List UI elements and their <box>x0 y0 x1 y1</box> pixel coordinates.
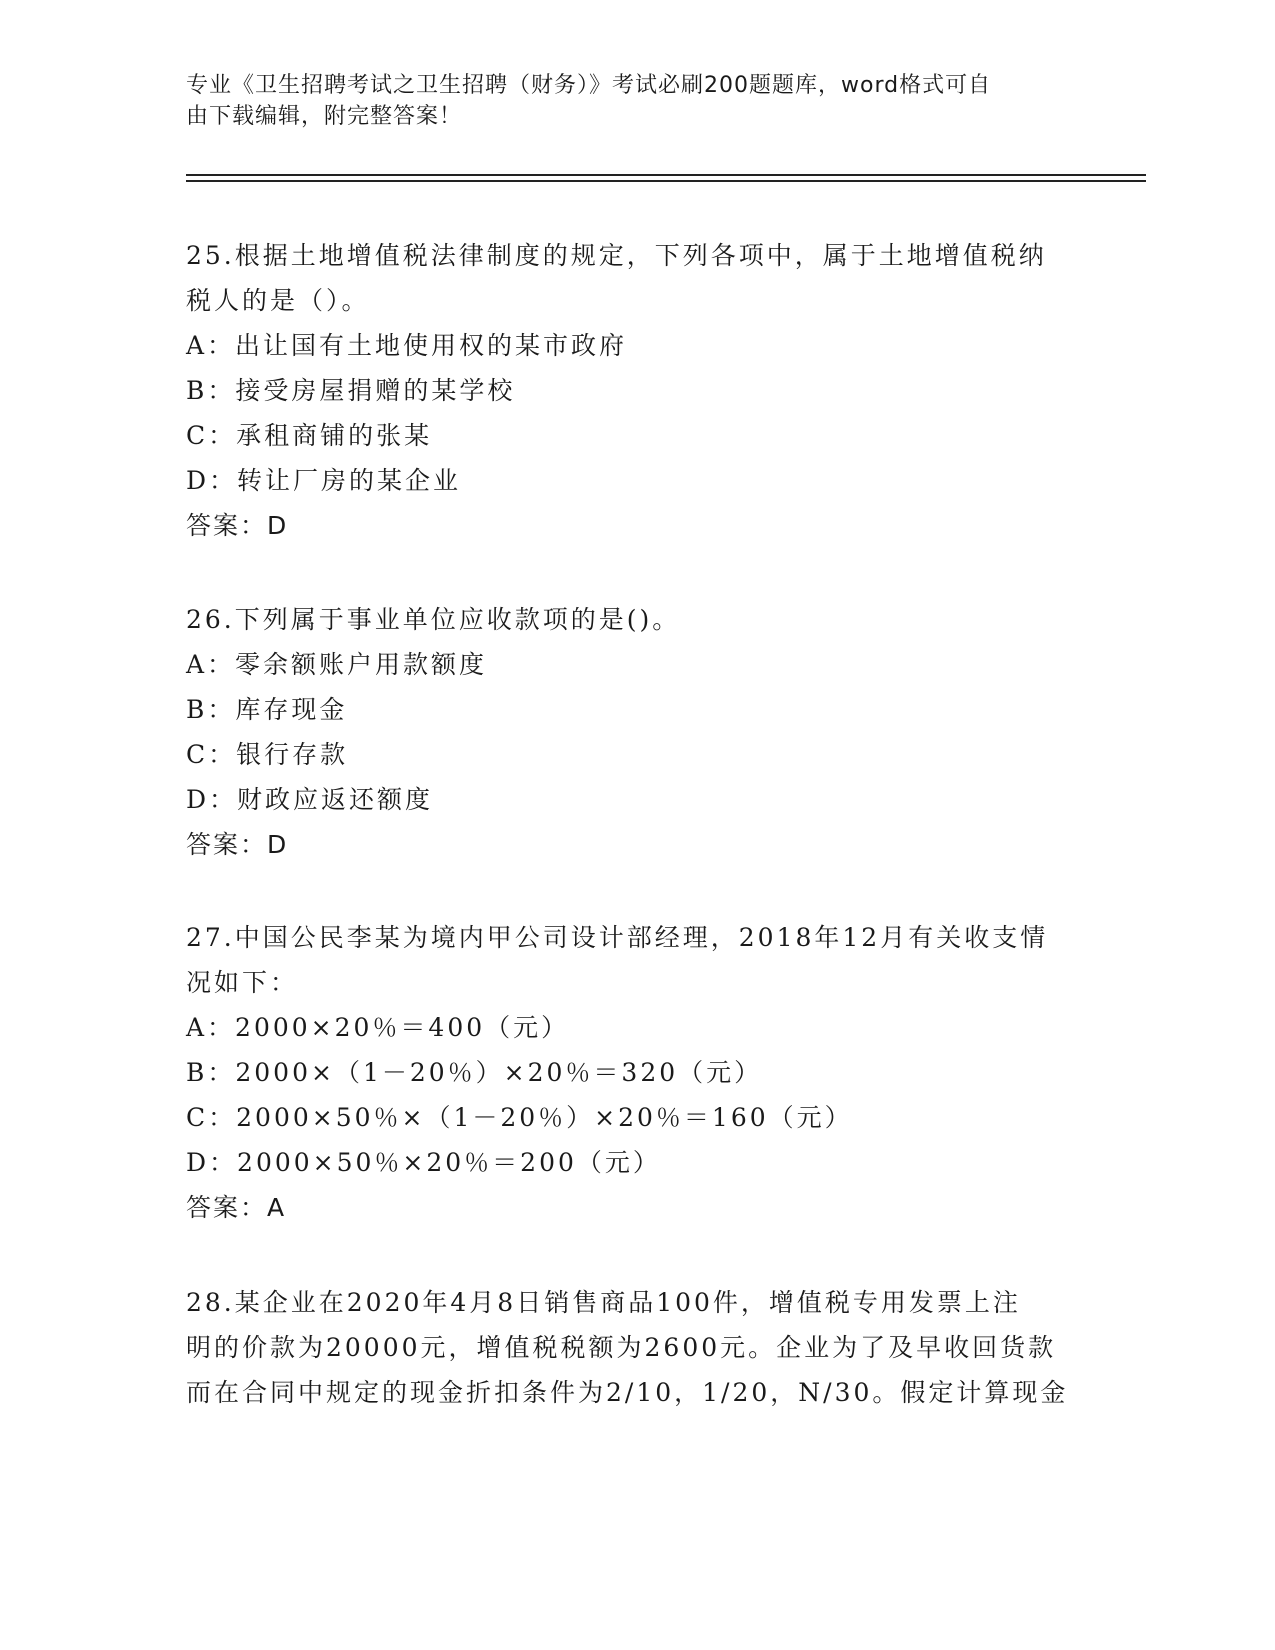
answer: 答案：D <box>186 511 289 540</box>
option-d: D：转让厂房的某企业 <box>186 466 462 495</box>
header-divider <box>186 174 1146 176</box>
option-c: C：承租商铺的张某 <box>186 421 433 450</box>
option-b: B：2000×（1－20％）×20％＝320（元） <box>186 1058 763 1087</box>
question-stem: 明的价款为20000元，增值税税额为2600元。企业为了及早收回货款 <box>186 1333 1057 1362</box>
question-25 <box>186 233 1086 548</box>
answer: 答案：A <box>186 1193 287 1222</box>
document-header <box>186 70 1066 132</box>
question-stem: 27.中国公民李某为境内甲公司设计部经理，2018年12月有关收支情 <box>186 923 1049 952</box>
question-stem: 26.下列属于事业单位应收款项的是()。 <box>186 605 681 634</box>
option-d: D：2000×50％×20％＝200（元） <box>186 1148 661 1177</box>
answer: 答案：D <box>186 830 289 859</box>
question-28 <box>186 1280 1086 1415</box>
question-stem: 税人的是（）。 <box>186 286 370 315</box>
question-stem: 25.根据土地增值税法律制度的规定，下列各项中，属于土地增值税纳 <box>186 241 1047 270</box>
question-27 <box>186 915 1086 1230</box>
option-d: D：财政应返还额度 <box>186 785 434 814</box>
option-c: C：银行存款 <box>186 740 349 769</box>
header-line: 专业《卫生招聘考试之卫生招聘（财务）》考试必刷200题题库，word格式可自 <box>186 73 992 98</box>
option-a: A：2000×20％＝400（元） <box>186 1013 570 1042</box>
option-b: B：库存现金 <box>186 695 348 724</box>
option-c: C：2000×50％×（1－20％）×20％＝160（元） <box>186 1103 853 1132</box>
header-divider <box>186 180 1146 182</box>
option-a: A：零余额账户用款额度 <box>186 650 488 679</box>
question-stem: 况如下： <box>186 968 299 997</box>
question-stem: 28.某企业在2020年4月8日销售商品100件，增值税专用发票上注 <box>186 1288 1021 1317</box>
question-26 <box>186 597 1086 867</box>
option-b: B：接受房屋捐赠的某学校 <box>186 376 516 405</box>
question-stem: 而在合同中规定的现金折扣条件为2/10，1/20，N/30。假定计算现金 <box>186 1378 1069 1407</box>
option-a: A：出让国有土地使用权的某市政府 <box>186 331 628 360</box>
header-line: 由下载编辑，附完整答案！ <box>186 104 463 129</box>
